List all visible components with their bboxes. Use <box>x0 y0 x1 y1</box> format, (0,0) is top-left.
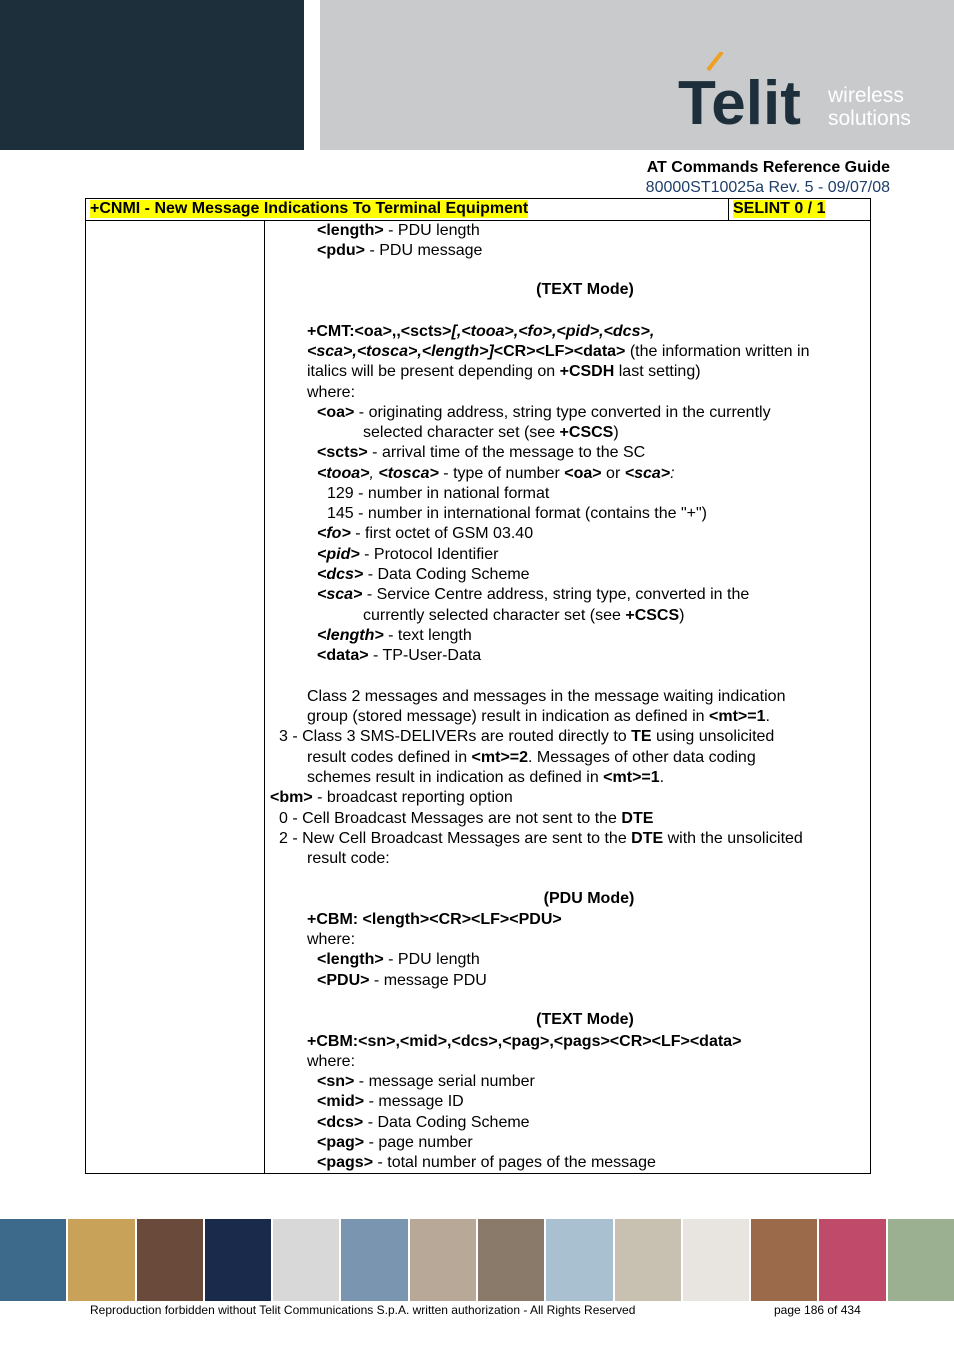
photo-tile <box>819 1219 885 1301</box>
text-line: 3 - Class 3 SMS-DELIVERs are routed directly to TE using unsolicited <box>279 728 775 745</box>
text-line: <fo> - first octet of GSM 03.40 <box>317 525 534 542</box>
text-line: result code: <box>307 850 390 867</box>
text-line: selected character set (see +CSCS) <box>363 424 619 441</box>
photo-tile <box>68 1219 134 1301</box>
photo-tile <box>478 1219 544 1301</box>
text-line: <length> - PDU length <box>317 951 480 968</box>
footer-photo-strip <box>0 1219 954 1301</box>
section-heading: (TEXT Mode) <box>536 281 634 298</box>
text-line: <pid> - Protocol Identifier <box>317 546 499 563</box>
text-line: <PDU> - message PDU <box>317 972 487 989</box>
text-line: currently selected character set (see +CSCS) <box>363 607 685 624</box>
command-title: +CNMI - New Message Indications To Terminal Equipment <box>90 200 529 217</box>
text-line: 129 - number in national format <box>327 485 550 502</box>
text-line: +CBM:<sn>,<mid>,<dcs>,<pag>,<pags><CR><LF><data> <box>307 1033 742 1050</box>
text-line: +CBM: <length><CR><LF><PDU> <box>307 911 562 928</box>
photo-tile <box>546 1219 612 1301</box>
text-line: 0 - Cell Broadcast Messages are not sent to the DTE <box>279 810 654 827</box>
text-line: where: <box>307 1053 356 1070</box>
text-line: Class 2 messages and messages in the message waiting indication <box>307 688 786 705</box>
text-line: <data> - TP-User-Data <box>317 647 482 664</box>
photo-tile <box>751 1219 817 1301</box>
text-line: <sca> - Service Centre address, string type, converted in the <box>317 586 750 603</box>
photo-tile <box>205 1219 271 1301</box>
text-line: <pdu> - PDU message <box>317 242 483 259</box>
text-line: +CMT:<oa>,,<scts>[,<tooa>,<fo>,<pid>,<dcs>, <box>307 323 655 340</box>
text-line: schemes result in indication as defined in <mt>=1. <box>307 769 665 786</box>
text-line: group (stored message) result in indication as defined in <mt>=1. <box>307 708 770 725</box>
logo-wordmark: Telit <box>678 69 801 132</box>
text-line: italics will be present depending on +CSDH last setting) <box>307 363 701 380</box>
section-heading: (TEXT Mode) <box>536 1011 634 1028</box>
column-divider <box>264 220 265 1174</box>
text-line: <dcs> - Data Coding Scheme <box>317 566 530 583</box>
photo-tile <box>683 1219 749 1301</box>
footer-copyright: Reproduction forbidden without Telit Communications S.p.A. written authorization - All Rights Reserved <box>90 1303 636 1317</box>
text-line: <dcs> - Data Coding Scheme <box>317 1114 530 1131</box>
photo-tile <box>0 1219 66 1301</box>
text-line: <bm> - broadcast reporting option <box>270 789 513 806</box>
text-line: 2 - New Cell Broadcast Messages are sent to the DTE with the unsolicited <box>279 830 803 847</box>
photo-tile <box>137 1219 203 1301</box>
text-line: <scts> - arrival time of the message to the SC <box>317 444 646 461</box>
text-line: <length> - PDU length <box>317 222 480 239</box>
text-line: <pags> - total number of pages of the message <box>317 1154 656 1171</box>
text-line: <length> - text length <box>317 627 472 644</box>
section-heading: (PDU Mode) <box>543 890 635 907</box>
text-line: where: <box>307 931 356 948</box>
table-header-row <box>86 199 870 221</box>
photo-tile <box>888 1219 954 1301</box>
selint-badge: SELINT 0 / 1 <box>733 200 826 217</box>
text-line: <mid> - message ID <box>317 1093 464 1110</box>
text-line: where: <box>307 384 356 401</box>
photo-tile <box>341 1219 407 1301</box>
document-title-block <box>646 158 890 198</box>
photo-tile <box>273 1219 339 1301</box>
text-line: <tooa>, <tosca> - type of number <oa> or <sca>: <box>317 465 675 482</box>
document-title: AT Commands Reference Guide <box>646 159 890 176</box>
text-line: <sca>,<tosca>,<length>]<CR><LF><data> (the information written in <box>307 343 810 360</box>
logo-tagline-2: solutions <box>828 107 911 130</box>
document-revision: 80000ST10025a Rev. 5 - 09/07/08 <box>645 179 890 196</box>
telit-logo <box>678 52 938 132</box>
photo-tile <box>615 1219 681 1301</box>
text-line: 145 - number in international format (contains the "+") <box>327 505 707 522</box>
photo-tile <box>410 1219 476 1301</box>
header-dark-panel <box>0 0 304 150</box>
text-line: <sn> - message serial number <box>317 1073 535 1090</box>
text-line: <pag> - page number <box>317 1134 473 1151</box>
footer-page-number: page 186 of 434 <box>774 1303 861 1317</box>
logo-tagline-1: wireless <box>828 84 904 107</box>
text-line: <oa> - originating address, string type converted in the currently <box>317 404 771 421</box>
text-line: result codes defined in <mt>=2. Messages of other data coding <box>307 749 756 766</box>
